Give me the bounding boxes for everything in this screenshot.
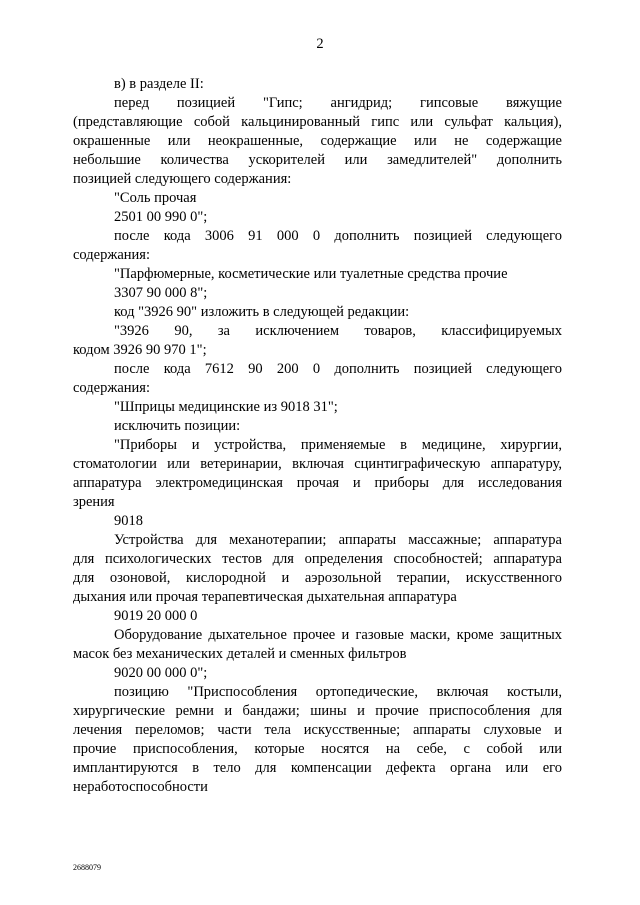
text-line: для психологических тестов для определения способностей; аппаратура (73, 551, 562, 567)
text-line: лечения переломов; части тела искусственные; аппараты слуховые и (73, 722, 562, 738)
text-line: позицию "Приспособления ортопедические, включая костыли, (114, 684, 562, 700)
text-line: "Приборы и устройства, применяемые в медицине, хирургии, (114, 437, 562, 453)
text-line: Оборудование дыхательное прочее и газовые маски, кроме защитных (114, 627, 562, 643)
text-line: "Шприцы медицинские из 9018 31"; (114, 399, 338, 415)
text-line: кодом 3926 90 970 1"; (73, 342, 207, 358)
text-line: небольшие количества ускорителей или замедлителей" дополнить (73, 152, 562, 168)
text-line: дыхания или прочая терапевтическая дыхательная аппаратура (73, 589, 457, 605)
text-line: 3307 90 000 8"; (114, 285, 208, 301)
text-line: позицией следующего содержания: (73, 171, 292, 187)
text-line: исключить позиции: (114, 418, 241, 434)
text-line: после кода 7612 90 200 0 дополнить позицией следующего (114, 361, 562, 377)
text-line: масок без механических деталей и сменных фильтров (73, 646, 407, 662)
text-line: "3926 90, за исключением товаров, классифицируемых (114, 323, 562, 339)
text-line: стоматологии или ветеринарии, включая сцинтиграфическую аппаратуру, (73, 456, 562, 472)
text-line: код "3926 90" изложить в следующей редакции: (114, 304, 410, 320)
text-line: 2501 00 990 0"; (114, 209, 208, 225)
document-id: 2688079 (73, 863, 101, 872)
text-line: "Парфюмерные, косметические или туалетные средства прочие (114, 266, 508, 282)
page-number: 2 (316, 36, 324, 52)
text-line: 9018 (114, 513, 143, 529)
text-line: прочие приспособления, которые носятся на себе, с собой или (73, 741, 562, 757)
text-line: содержания: (73, 247, 151, 263)
text-line: "Соль прочая (114, 190, 197, 206)
text-line: содержания: (73, 380, 151, 396)
text-line: неработоспособности (73, 779, 208, 795)
document-body (73, 75, 562, 797)
text-line: перед позицией "Гипс; ангидрид; гипсовые вяжущие (114, 95, 562, 111)
text-line: Устройства для механотерапии; аппараты массажные; аппаратура (114, 532, 562, 548)
text-line: после кода 3006 91 000 0 дополнить позицией следующего (114, 228, 562, 244)
text-line: (представляющие собой кальцинированный гипс или сульфат кальция), (73, 114, 562, 130)
text-line: зрения (73, 494, 115, 510)
text-line: 9020 00 000 0"; (114, 665, 208, 681)
text-line: окрашенные или неокрашенные, содержащие или не содержащие (73, 133, 562, 149)
text-line: 9019 20 000 0 (114, 608, 198, 624)
text-line: хирургические ремни и бандажи; шины и прочие приспособления для (73, 703, 562, 719)
text-line: имплантируются в тело для компенсации дефекта органа или его (73, 760, 562, 776)
text-line: в) в разделе II: (114, 76, 204, 92)
text-line: аппаратура электромедицинская прочая и приборы для исследования (73, 475, 562, 491)
text-line: для озоновой, кислородной и аэрозольной терапии, искусственного (73, 570, 562, 586)
